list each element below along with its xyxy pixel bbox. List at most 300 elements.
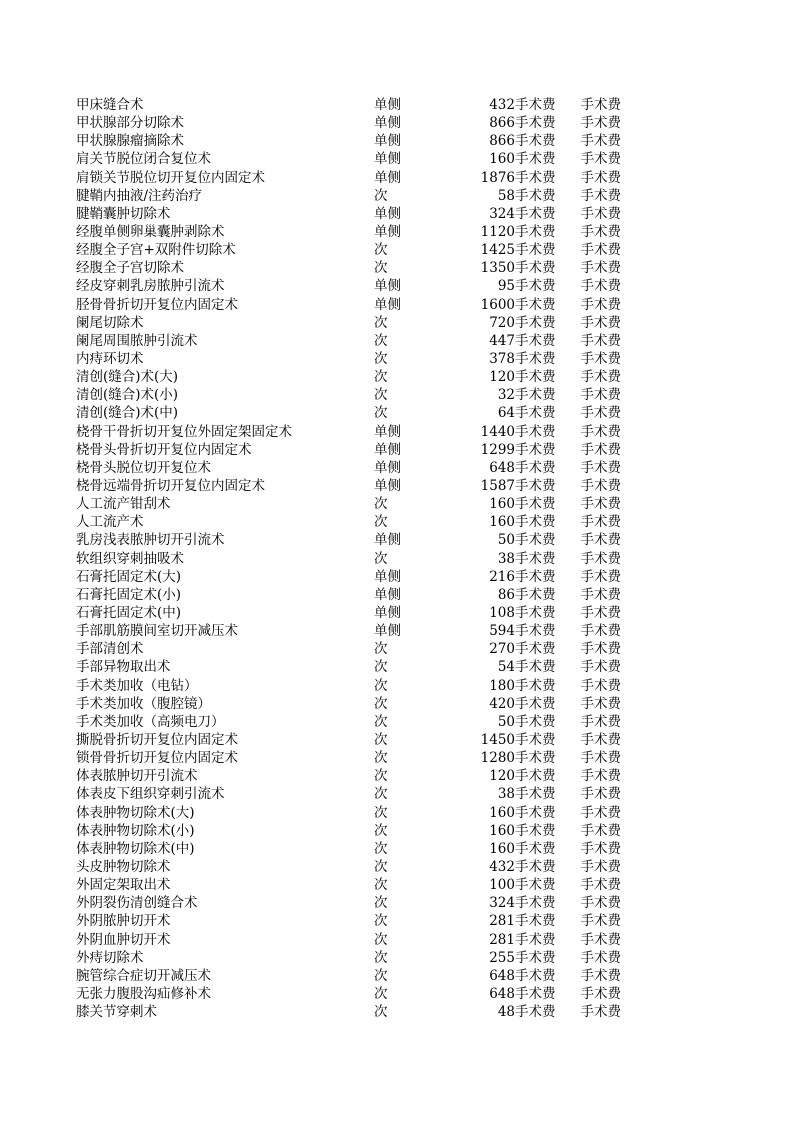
item-name-cell: 外痔切除术	[76, 949, 144, 966]
item-name-cell: 阑尾周围脓肿引流术	[76, 332, 198, 349]
item-category-cell: 手术费	[515, 369, 556, 386]
item-price-cell: 648	[489, 967, 515, 984]
item-unit-cell: 单侧	[374, 568, 401, 585]
item-subcategory-cell: 手术费	[580, 877, 621, 894]
item-subcategory-cell: 手术费	[580, 768, 621, 785]
item-unit-cell: 次	[374, 840, 388, 857]
table-row	[76, 967, 621, 985]
item-price-cell: 100	[489, 877, 515, 894]
item-subcategory-cell: 手术费	[580, 804, 621, 821]
item-subcategory-cell: 手术费	[580, 151, 621, 168]
table-row	[76, 441, 621, 459]
item-subcategory-cell: 手术费	[580, 97, 621, 114]
item-unit-cell: 次	[374, 641, 388, 658]
item-category-cell: 手术费	[515, 949, 556, 966]
item-price-cell: 1587	[480, 478, 515, 495]
item-unit-cell: 次	[374, 387, 388, 404]
item-price-cell: 38	[497, 786, 515, 803]
item-price-cell: 324	[489, 205, 515, 222]
item-price-cell: 160	[489, 840, 515, 857]
item-name-cell: 桡骨远端骨折切开复位内固定术	[76, 478, 265, 495]
item-category-cell: 手术费	[515, 840, 556, 857]
item-subcategory-cell: 手术费	[580, 931, 621, 948]
table-row	[76, 259, 621, 277]
item-name-cell: 人工流产术	[76, 514, 144, 531]
item-name-cell: 软组织穿刺抽吸术	[76, 550, 184, 567]
item-subcategory-cell: 手术费	[580, 387, 621, 404]
item-unit-cell: 单侧	[374, 151, 401, 168]
item-category-cell: 手术费	[515, 877, 556, 894]
table-row	[76, 876, 621, 894]
item-subcategory-cell: 手术费	[580, 677, 621, 694]
item-name-cell: 手术类加收（电钻）	[76, 677, 198, 694]
table-row	[76, 622, 621, 640]
item-unit-cell: 次	[374, 405, 388, 422]
item-category-cell: 手术费	[515, 586, 556, 603]
item-unit-cell: 单侧	[374, 423, 401, 440]
item-name-cell: 肩关节脱位闭合复位术	[76, 151, 211, 168]
item-price-cell: 160	[489, 804, 515, 821]
item-subcategory-cell: 手术费	[580, 224, 621, 241]
item-name-cell: 阑尾切除术	[76, 314, 144, 331]
item-name-cell: 经腹全子宫切除术	[76, 260, 184, 277]
table-row	[76, 840, 621, 858]
table-row	[76, 1003, 621, 1021]
table-row	[76, 531, 621, 549]
item-name-cell: 石膏托固定术(中)	[76, 605, 182, 621]
item-category-cell: 手术费	[515, 804, 556, 821]
item-name-cell: 甲状腺部分切除术	[76, 115, 184, 132]
table-row	[76, 568, 621, 586]
item-subcategory-cell: 手术费	[580, 296, 621, 313]
item-price-cell: 86	[497, 586, 515, 603]
item-name-cell: 外固定架取出术	[76, 877, 171, 894]
item-name-cell: 经腹单侧卵巢囊肿剥除术	[76, 224, 225, 241]
item-price-cell: 120	[489, 768, 515, 785]
item-name-cell: 无张力腹股沟疝修补术	[76, 985, 211, 1002]
item-price-cell: 594	[489, 623, 515, 640]
item-category-cell: 手术费	[515, 351, 556, 368]
item-category-cell: 手术费	[515, 568, 556, 585]
table-row	[76, 314, 621, 332]
item-subcategory-cell: 手术费	[580, 786, 621, 803]
item-category-cell: 手术费	[515, 713, 556, 730]
item-price-cell: 281	[489, 931, 515, 948]
item-unit-cell: 次	[374, 967, 388, 984]
item-price-cell: 48	[497, 1004, 515, 1021]
item-price-cell: 216	[489, 568, 515, 585]
table-row	[76, 604, 621, 622]
item-name-cell: 经皮穿刺乳房脓肿引流术	[76, 278, 225, 295]
table-row	[76, 423, 621, 441]
item-price-cell: 1120	[480, 224, 515, 241]
item-unit-cell: 次	[374, 804, 388, 821]
item-subcategory-cell: 手术费	[580, 169, 621, 186]
item-price-cell: 160	[489, 514, 515, 531]
item-unit-cell: 单侧	[374, 586, 401, 603]
table-row	[76, 822, 621, 840]
item-price-cell: 866	[489, 115, 515, 132]
item-subcategory-cell: 手术费	[580, 586, 621, 603]
table-row	[76, 96, 621, 114]
item-category-cell: 手术费	[515, 314, 556, 331]
item-subcategory-cell: 手术费	[580, 514, 621, 531]
item-category-cell: 手术费	[515, 205, 556, 222]
item-name-cell: 清创(缝合)术(大)	[76, 369, 179, 386]
item-subcategory-cell: 手术费	[580, 441, 621, 458]
item-unit-cell: 单侧	[374, 97, 401, 114]
item-unit-cell: 次	[374, 713, 388, 730]
item-unit-cell: 单侧	[374, 169, 401, 186]
item-price-cell: 160	[489, 496, 515, 513]
item-category-cell: 手术费	[515, 605, 556, 621]
item-category-cell: 手术费	[515, 387, 556, 404]
item-name-cell: 体表肿物切除术(小)	[76, 822, 195, 839]
item-unit-cell: 次	[374, 332, 388, 349]
item-category-cell: 手术费	[515, 278, 556, 295]
item-subcategory-cell: 手术费	[580, 423, 621, 440]
item-unit-cell: 次	[374, 187, 388, 204]
item-unit-cell: 次	[374, 351, 388, 368]
item-name-cell: 甲床缝合术	[76, 97, 144, 114]
item-unit-cell: 次	[374, 369, 388, 386]
table-row	[76, 894, 621, 912]
item-name-cell: 手术类加收（高频电刀）	[76, 713, 225, 730]
table-row	[76, 767, 621, 785]
item-category-cell: 手术费	[515, 858, 556, 875]
table-row	[76, 731, 621, 749]
item-category-cell: 手术费	[515, 967, 556, 984]
item-price-cell: 64	[497, 405, 515, 422]
item-unit-cell: 次	[374, 677, 388, 694]
item-price-cell: 270	[489, 641, 515, 658]
item-price-cell: 38	[497, 550, 515, 567]
item-unit-cell: 次	[374, 496, 388, 513]
item-category-cell: 手术费	[515, 822, 556, 839]
table-row	[76, 150, 621, 168]
item-name-cell: 腱鞘内抽液/注药治疗	[76, 187, 203, 204]
item-price-cell: 1425	[480, 242, 515, 259]
item-name-cell: 腱鞘囊肿切除术	[76, 205, 171, 222]
item-unit-cell: 单侧	[374, 278, 401, 295]
item-name-cell: 腕管综合症切开减压术	[76, 967, 211, 984]
table-row	[76, 930, 621, 948]
item-subcategory-cell: 手术费	[580, 187, 621, 204]
item-unit-cell: 次	[374, 931, 388, 948]
item-category-cell: 手术费	[515, 260, 556, 277]
item-unit-cell: 次	[374, 768, 388, 785]
item-unit-cell: 单侧	[374, 441, 401, 458]
item-subcategory-cell: 手术费	[580, 332, 621, 349]
item-price-cell: 50	[497, 713, 515, 730]
item-subcategory-cell: 手术费	[580, 985, 621, 1002]
item-category-cell: 手术费	[515, 623, 556, 640]
item-subcategory-cell: 手术费	[580, 205, 621, 222]
item-subcategory-cell: 手术费	[580, 550, 621, 567]
item-unit-cell: 次	[374, 731, 388, 748]
table-row	[76, 713, 621, 731]
item-name-cell: 手部异物取出术	[76, 659, 171, 676]
item-subcategory-cell: 手术费	[580, 242, 621, 259]
item-name-cell: 体表肿物切除术(大)	[76, 804, 195, 821]
item-category-cell: 手术费	[515, 641, 556, 658]
item-unit-cell: 次	[374, 695, 388, 712]
item-subcategory-cell: 手术费	[580, 731, 621, 748]
item-subcategory-cell: 手术费	[580, 133, 621, 150]
item-subcategory-cell: 手术费	[580, 913, 621, 930]
item-price-cell: 1450	[480, 731, 515, 748]
item-unit-cell: 单侧	[374, 205, 401, 222]
item-price-cell: 180	[489, 677, 515, 694]
item-unit-cell: 次	[374, 1004, 388, 1021]
item-name-cell: 清创(缝合)术(中)	[76, 405, 179, 422]
table-row	[76, 803, 621, 821]
item-category-cell: 手术费	[515, 151, 556, 168]
item-price-cell: 866	[489, 133, 515, 150]
item-price-cell: 1299	[480, 441, 515, 458]
item-price-cell: 378	[489, 351, 515, 368]
item-name-cell: 人工流产钳刮术	[76, 496, 171, 513]
table-row	[76, 368, 621, 386]
item-name-cell: 外阴裂伤清创缝合术	[76, 895, 198, 912]
item-unit-cell: 单侧	[374, 478, 401, 495]
item-subcategory-cell: 手术费	[580, 478, 621, 495]
item-subcategory-cell: 手术费	[580, 641, 621, 658]
item-unit-cell: 次	[374, 822, 388, 839]
item-unit-cell: 单侧	[374, 459, 401, 476]
table-row	[76, 858, 621, 876]
item-name-cell: 体表脓肿切开引流术	[76, 768, 198, 785]
item-category-cell: 手术费	[515, 677, 556, 694]
item-subcategory-cell: 手术费	[580, 260, 621, 277]
item-category-cell: 手术费	[515, 169, 556, 186]
item-category-cell: 手术费	[515, 224, 556, 241]
table-row	[76, 332, 621, 350]
item-price-cell: 54	[497, 659, 515, 676]
item-name-cell: 内痔环切术	[76, 351, 144, 368]
item-name-cell: 膝关节穿刺术	[76, 1004, 157, 1021]
item-price-cell: 1600	[480, 296, 515, 313]
item-category-cell: 手术费	[515, 242, 556, 259]
table-row	[76, 223, 621, 241]
item-category-cell: 手术费	[515, 405, 556, 422]
item-subcategory-cell: 手术费	[580, 369, 621, 386]
item-category-cell: 手术费	[515, 423, 556, 440]
table-row	[76, 550, 621, 568]
item-subcategory-cell: 手术费	[580, 750, 621, 767]
table-row	[76, 296, 621, 314]
item-subcategory-cell: 手术费	[580, 351, 621, 368]
item-price-cell: 58	[497, 187, 515, 204]
item-name-cell: 桡骨头骨折切开复位内固定术	[76, 441, 252, 458]
table-row	[76, 386, 621, 404]
item-name-cell: 外阴血肿切开术	[76, 931, 171, 948]
item-price-cell: 420	[489, 695, 515, 712]
item-subcategory-cell: 手术费	[580, 496, 621, 513]
item-subcategory-cell: 手术费	[580, 822, 621, 839]
item-unit-cell: 次	[374, 260, 388, 277]
item-price-cell: 95	[497, 278, 515, 295]
item-category-cell: 手术费	[515, 750, 556, 767]
item-name-cell: 锁骨骨折切开复位内固定术	[76, 750, 238, 767]
item-subcategory-cell: 手术费	[580, 459, 621, 476]
item-category-cell: 手术费	[515, 659, 556, 676]
item-category-cell: 手术费	[515, 895, 556, 912]
table-row	[76, 912, 621, 930]
item-unit-cell: 次	[374, 895, 388, 912]
item-subcategory-cell: 手术费	[580, 659, 621, 676]
item-subcategory-cell: 手术费	[580, 115, 621, 132]
item-price-cell: 447	[489, 332, 515, 349]
table-row	[76, 785, 621, 803]
item-unit-cell: 次	[374, 949, 388, 966]
item-category-cell: 手术费	[515, 514, 556, 531]
item-subcategory-cell: 手术费	[580, 532, 621, 549]
item-unit-cell: 次	[374, 786, 388, 803]
item-unit-cell: 次	[374, 242, 388, 259]
item-price-cell: 648	[489, 459, 515, 476]
item-category-cell: 手术费	[515, 550, 556, 567]
item-name-cell: 头皮肿物切除术	[76, 858, 171, 875]
item-subcategory-cell: 手术费	[580, 840, 621, 857]
table-row	[76, 114, 621, 132]
table-row	[76, 640, 621, 658]
item-category-cell: 手术费	[515, 133, 556, 150]
item-price-cell: 648	[489, 985, 515, 1002]
item-price-cell: 160	[489, 151, 515, 168]
item-name-cell: 肩锁关节脱位切开复位内固定术	[76, 169, 265, 186]
item-unit-cell: 单侧	[374, 224, 401, 241]
item-unit-cell: 单侧	[374, 605, 401, 621]
item-unit-cell: 次	[374, 514, 388, 531]
item-name-cell: 清创(缝合)术(小)	[76, 387, 179, 404]
item-name-cell: 体表皮下组织穿刺引流术	[76, 786, 225, 803]
table-row	[76, 477, 621, 495]
item-unit-cell: 单侧	[374, 296, 401, 313]
item-price-cell: 108	[489, 605, 515, 621]
item-name-cell: 甲状腺腺瘤摘除术	[76, 133, 184, 150]
item-name-cell: 经腹全子宫+双附件切除术	[76, 242, 236, 259]
table-row	[76, 132, 621, 150]
item-subcategory-cell: 手术费	[580, 713, 621, 730]
item-name-cell: 撕脱骨折切开复位内固定术	[76, 731, 238, 748]
item-category-cell: 手术费	[515, 187, 556, 204]
table-row	[76, 985, 621, 1003]
item-name-cell: 手部清创术	[76, 641, 144, 658]
item-name-cell: 桡骨头脱位切开复位术	[76, 459, 211, 476]
item-category-cell: 手术费	[515, 1004, 556, 1021]
item-category-cell: 手术费	[515, 786, 556, 803]
item-category-cell: 手术费	[515, 459, 556, 476]
fee-table	[76, 96, 621, 1021]
item-unit-cell: 单侧	[374, 532, 401, 549]
item-price-cell: 120	[489, 369, 515, 386]
item-name-cell: 石膏托固定术(大)	[76, 568, 182, 585]
item-category-cell: 手术费	[515, 478, 556, 495]
item-subcategory-cell: 手术费	[580, 278, 621, 295]
table-row	[76, 404, 621, 422]
item-name-cell: 胫骨骨折切开复位内固定术	[76, 296, 238, 313]
item-price-cell: 1280	[480, 750, 515, 767]
item-subcategory-cell: 手术费	[580, 895, 621, 912]
table-row	[76, 949, 621, 967]
item-category-cell: 手术费	[515, 695, 556, 712]
table-row	[76, 586, 621, 604]
item-price-cell: 281	[489, 913, 515, 930]
item-subcategory-cell: 手术费	[580, 858, 621, 875]
item-category-cell: 手术费	[515, 913, 556, 930]
table-row	[76, 495, 621, 513]
item-price-cell: 32	[497, 387, 515, 404]
item-category-cell: 手术费	[515, 115, 556, 132]
item-price-cell: 255	[489, 949, 515, 966]
item-name-cell: 手术类加收（腹腔镜）	[76, 695, 211, 712]
item-category-cell: 手术费	[515, 97, 556, 114]
item-price-cell: 1440	[480, 423, 515, 440]
item-unit-cell: 次	[374, 877, 388, 894]
item-unit-cell: 次	[374, 659, 388, 676]
item-price-cell: 432	[489, 858, 515, 875]
item-subcategory-cell: 手术费	[580, 568, 621, 585]
item-category-cell: 手术费	[515, 985, 556, 1002]
item-category-cell: 手术费	[515, 931, 556, 948]
item-name-cell: 外阴脓肿切开术	[76, 913, 171, 930]
item-price-cell: 1350	[480, 260, 515, 277]
table-row	[76, 241, 621, 259]
item-unit-cell: 次	[374, 858, 388, 875]
table-row	[76, 658, 621, 676]
item-subcategory-cell: 手术费	[580, 405, 621, 422]
item-unit-cell: 单侧	[374, 133, 401, 150]
table-row	[76, 513, 621, 531]
item-unit-cell: 次	[374, 550, 388, 567]
fee-table-body	[76, 96, 621, 1021]
item-name-cell: 体表肿物切除术(中)	[76, 840, 195, 857]
item-subcategory-cell: 手术费	[580, 314, 621, 331]
item-unit-cell: 次	[374, 913, 388, 930]
item-name-cell: 手部肌筋膜间室切开减压术	[76, 623, 238, 640]
item-unit-cell: 次	[374, 985, 388, 1002]
table-row	[76, 350, 621, 368]
item-subcategory-cell: 手术费	[580, 1004, 621, 1021]
item-category-cell: 手术费	[515, 768, 556, 785]
item-unit-cell: 单侧	[374, 115, 401, 132]
item-category-cell: 手术费	[515, 296, 556, 313]
item-price-cell: 432	[489, 97, 515, 114]
table-row	[76, 677, 621, 695]
item-price-cell: 50	[497, 532, 515, 549]
table-row	[76, 169, 621, 187]
table-row	[76, 187, 621, 205]
item-price-cell: 720	[489, 314, 515, 331]
table-row	[76, 749, 621, 767]
item-category-cell: 手术费	[515, 731, 556, 748]
table-row	[76, 277, 621, 295]
item-name-cell: 乳房浅表脓肿切开引流术	[76, 532, 225, 549]
item-unit-cell: 次	[374, 750, 388, 767]
item-category-cell: 手术费	[515, 532, 556, 549]
item-subcategory-cell: 手术费	[580, 695, 621, 712]
item-unit-cell: 次	[374, 314, 388, 331]
item-unit-cell: 单侧	[374, 623, 401, 640]
item-price-cell: 324	[489, 895, 515, 912]
item-category-cell: 手术费	[515, 441, 556, 458]
item-subcategory-cell: 手术费	[580, 967, 621, 984]
item-price-cell: 1876	[480, 169, 515, 186]
table-row	[76, 695, 621, 713]
table-row	[76, 205, 621, 223]
item-name-cell: 石膏托固定术(小)	[76, 586, 182, 603]
